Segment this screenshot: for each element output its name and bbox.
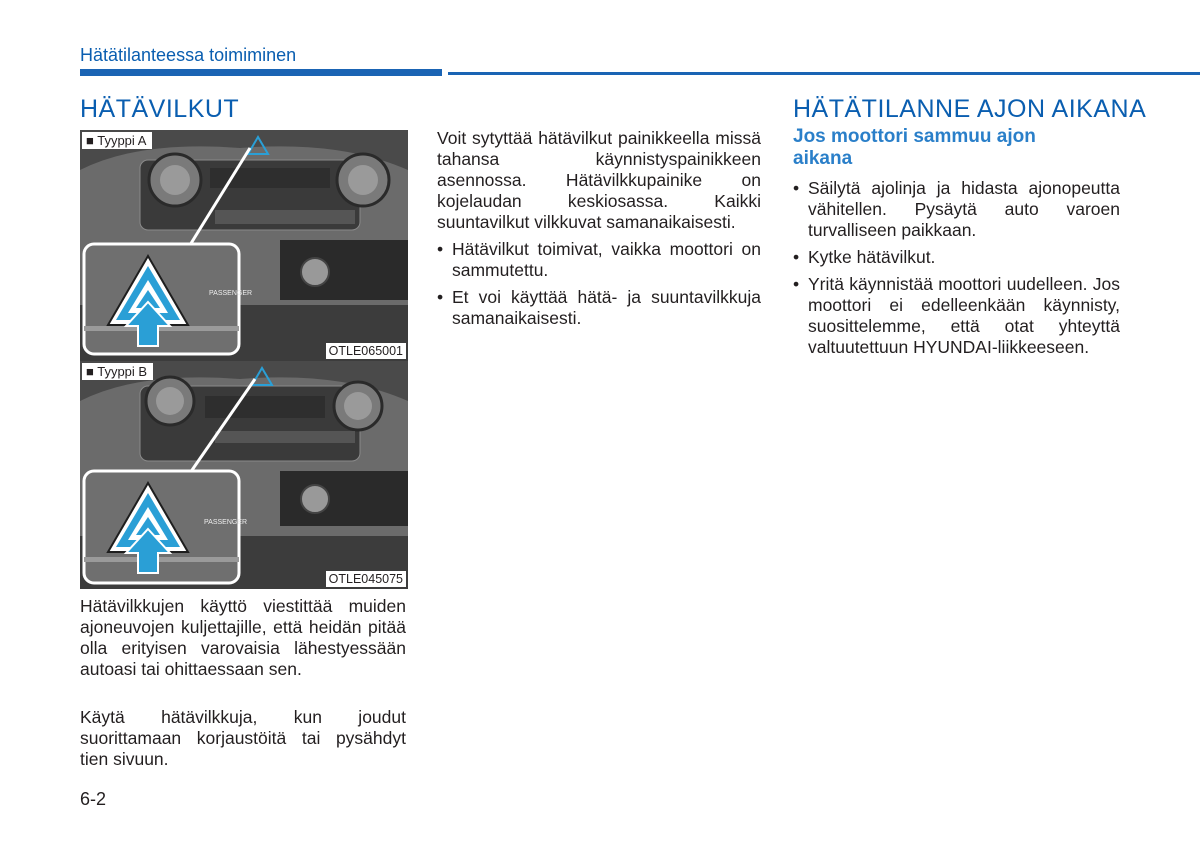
header-rule-thin — [448, 72, 1200, 75]
list-item: • Yritä käynnistää moottori uudelleen. Jos moottori ei edelleenkään käynnisty, suosittelemme, että otat yhteyttä valtuutettuun HYUNDAI-liikkeeseen. — [793, 274, 1120, 357]
dashboard-illustration-b — [80, 361, 408, 589]
passenger-label-a: PASSENGER — [209, 290, 253, 297]
figure-label-a: ■ Tyyppi A — [82, 132, 152, 149]
list-item-text: Kytke hätävilkut. — [808, 247, 936, 267]
list-item-text: Säilytä ajolinja ja hidasta ajonopeutta vähitellen. Pysäytä auto varoen turvalliseen paikkaan. — [808, 178, 1120, 240]
figure-label-b: ■ Tyyppi B — [82, 363, 153, 380]
bullet-list-engine-stalls — [793, 178, 1120, 364]
figure-type-b — [80, 361, 408, 589]
list-item: • Säilytä ajolinja ja hidasta ajonopeutta vähitellen. Pysäytä auto varoen turvalliseen paikkaan. — [793, 178, 1120, 240]
dashboard-illustration-a — [80, 130, 408, 361]
figure-type-a — [80, 130, 408, 361]
paragraph-hazard-button: Voit sytyttää hätävilkut painikkeella missä tahansa käynnistyspainikkeen asennossa. Hätävilkkupainike on kojelaudan keskiosassa. Kaikki suuntavilkut vilkkuvat samanaikaisesti. — [437, 128, 761, 232]
page-number: 6-2 — [80, 789, 107, 809]
list-item: • Et voi käyttää hätä- ja suuntavilkkuja samanaikaisesti. — [437, 287, 761, 328]
list-item-text: Et voi käyttää hätä- ja suuntavilkkuja samanaikaisesti. — [452, 287, 761, 328]
section-heading-hazard-lights: HÄTÄVILKUT — [80, 95, 240, 123]
passenger-label-b: PASSENGER — [204, 519, 248, 526]
paragraph-hazard-usage: Käytä hätävilkkuja, kun joudut suorittamaan korjaustöitä tai pysähdyt tien sivuun. — [80, 707, 406, 769]
bullet-list-hazard-notes — [437, 239, 761, 335]
figure-code-b: OTLE045075 — [326, 571, 406, 587]
list-item-text: Hätävilkut toimivat, vaikka moottori on sammutettu. — [452, 239, 761, 280]
list-item-text: Yritä käynnistää moottori uudelleen. Jos moottori ei edelleenkään käynnisty, suosittelemme, että otat yhteyttä valtuutettuun HYUNDAI-liikkeeseen. — [808, 274, 1120, 357]
subheading-engine-stalls: Jos moottori sammuu ajon aikana — [793, 126, 1036, 169]
list-item: • Hätävilkut toimivat, vaikka moottori on sammutettu. — [437, 239, 761, 280]
list-item: • Kytke hätävilkut. — [793, 247, 936, 267]
running-head: Hätätilanteessa toimiminen — [80, 45, 297, 65]
section-heading-emergency-driving: HÄTÄTILANNE AJON AIKANA — [793, 95, 1147, 123]
header-rule-thick — [80, 69, 442, 76]
paragraph-hazard-purpose: Hätävilkkujen käyttö viestittää muiden ajoneuvojen kuljettajille, että heidän pitää olla erityisen varovaisia lähestyessään autoasi tai ohittaessaan sen. — [80, 596, 406, 679]
figure-code-a: OTLE065001 — [326, 343, 406, 359]
